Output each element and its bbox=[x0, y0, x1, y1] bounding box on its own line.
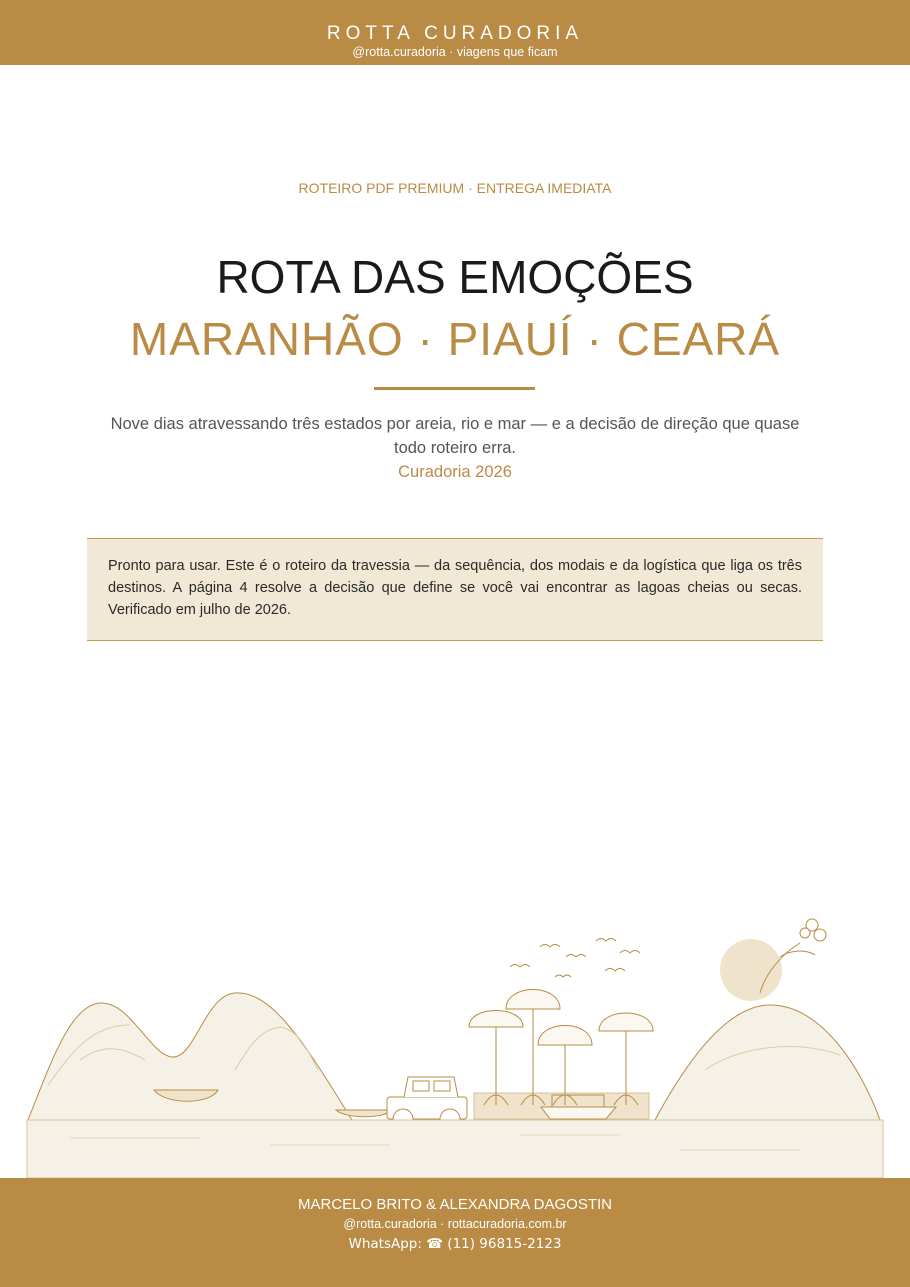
page-subtitle-states: MARANHÃO · PIAUÍ · CEARÁ bbox=[129, 313, 781, 365]
sun-icon bbox=[720, 939, 782, 1001]
palm-umbrella-icon bbox=[469, 990, 653, 1120]
brand-name: ROTTA CURADORIA bbox=[326, 23, 584, 44]
footer-authors: MARCELO BRITO & ALEXANDRA DAGOSTIN bbox=[298, 1196, 612, 1213]
landscape-illustration bbox=[0, 905, 910, 1185]
header-bar bbox=[0, 0, 910, 65]
footer-bar bbox=[0, 1178, 910, 1287]
brand-tagline: @rotta.curadoria · viagens que ficam bbox=[352, 45, 558, 59]
lede-text: Nove dias atravessando três estados por areia, rio e mar — e a decisão de direção que quase todo roteiro erra. bbox=[110, 415, 800, 457]
edition-year: Curadoria 2026 bbox=[398, 463, 512, 481]
page-title: ROTA DAS EMOÇÕES bbox=[216, 251, 694, 303]
boat-icon bbox=[541, 1107, 616, 1119]
footer-whatsapp[interactable]: WhatsApp: ☎ (11) 96815-2123 bbox=[348, 1236, 562, 1252]
footer-links[interactable]: @rotta.curadoria · rottacuradoria.com.br bbox=[343, 1217, 567, 1231]
eyebrow-label: ROTEIRO PDF PREMIUM · ENTREGA IMEDIATA bbox=[298, 180, 612, 196]
title-divider bbox=[374, 387, 535, 390]
intro-note-text: Pronto para usar. Este é o roteiro da travessia — da sequência, dos modais e da logística que liga os três destinos. A página 4 resolve a decisão que define se você vai encontrar as lagoas cheias ou secas. Verificado em julho de 2026. bbox=[108, 558, 802, 618]
birds-icon bbox=[510, 939, 640, 978]
intro-note-box bbox=[87, 538, 823, 641]
